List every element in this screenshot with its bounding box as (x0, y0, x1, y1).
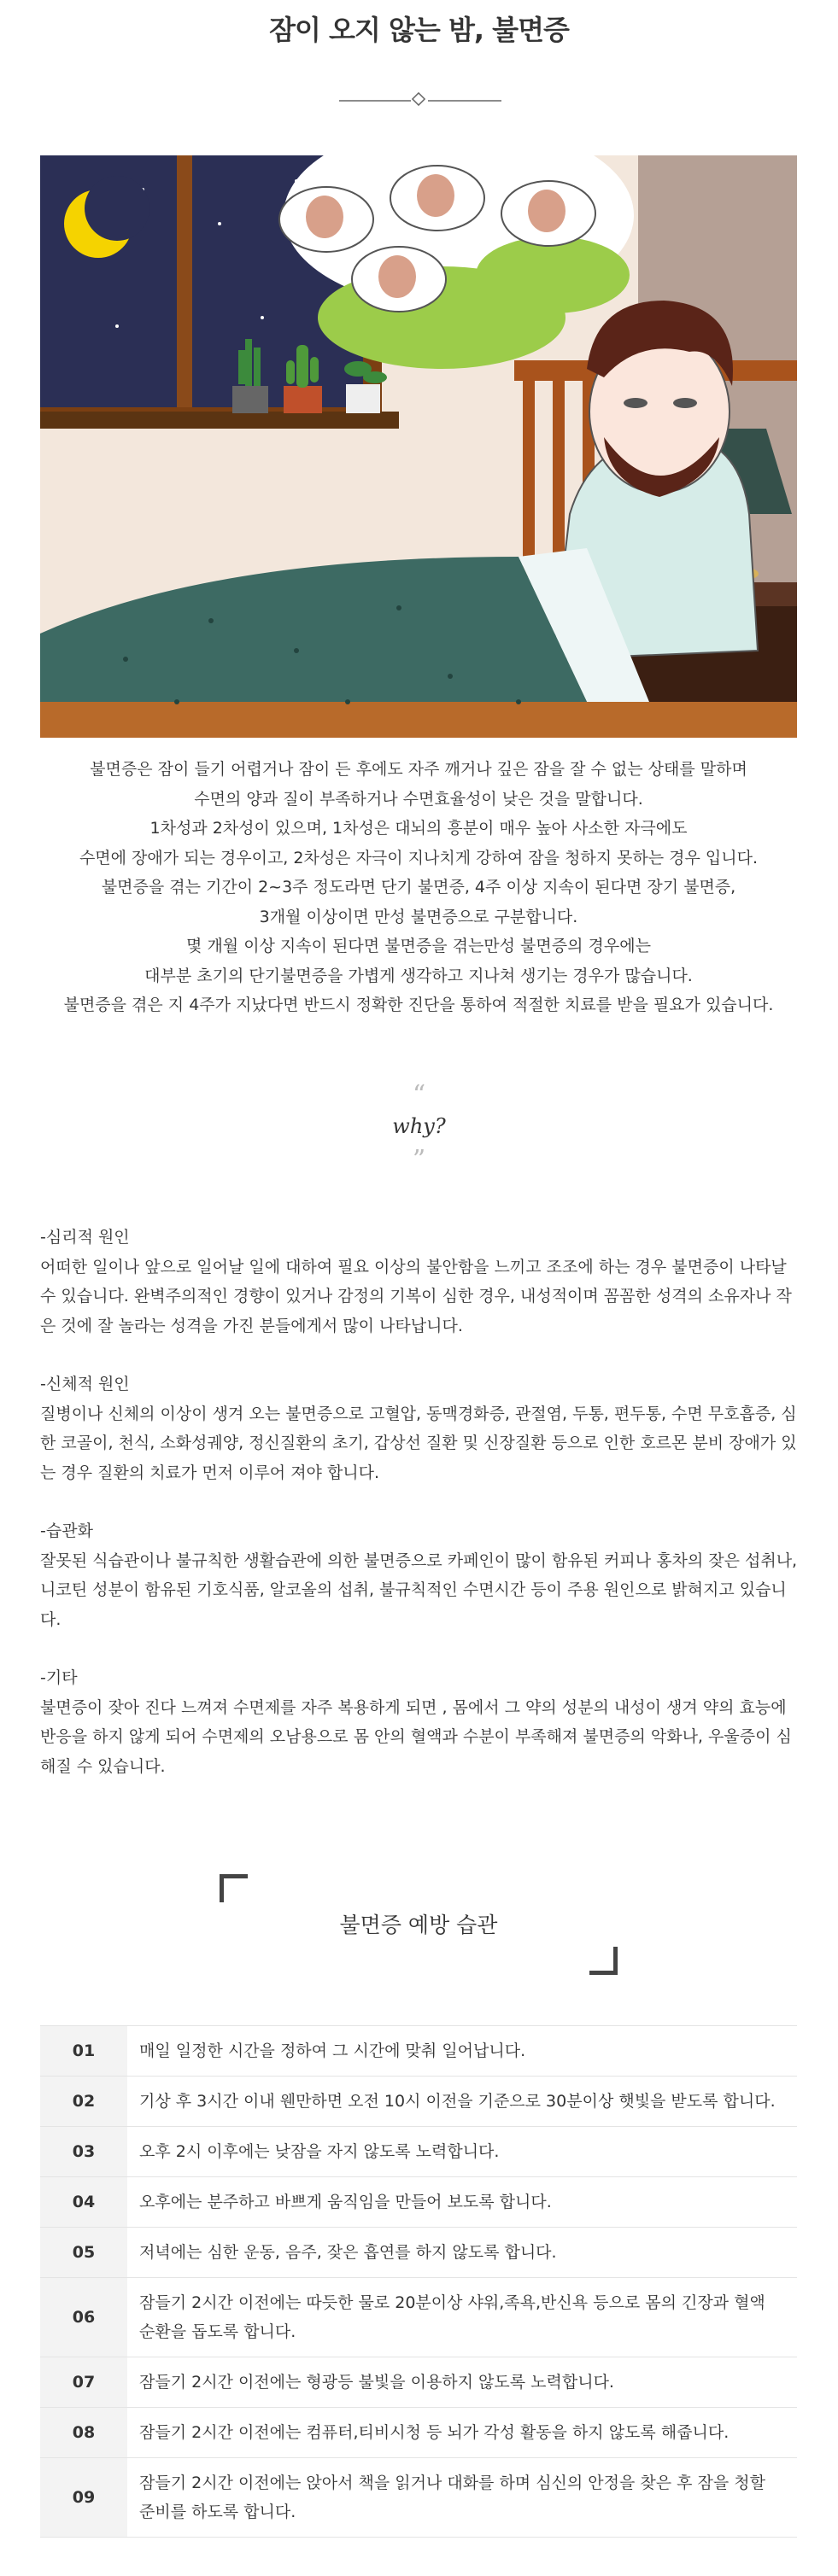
tip-text: 매일 일정한 시간을 정하여 그 시간에 맞춰 일어납니다. (127, 2026, 797, 2077)
cause-heading: -신체적 원인 (40, 1375, 130, 1393)
cause-heading: -기타 (40, 1668, 78, 1687)
intro-line: 몇 개월 이상 지속이 된다면 불면증을 겪는만성 불면증의 경우에는 (186, 937, 651, 955)
causes-section (40, 1223, 800, 1810)
cause-other (40, 1663, 800, 1781)
open-quote-icon: “ (412, 1080, 426, 1110)
table-row (40, 2177, 797, 2228)
intro-line: 불면증을 겪은 지 4주가 지났다면 반드시 정확한 진단을 통하여 적절한 치료를 받을 필요가 있습니다. (63, 996, 774, 1014)
tip-number: 03 (40, 2127, 127, 2177)
corner-bracket-icon (220, 1874, 248, 1902)
table-row (40, 2026, 797, 2077)
table-row (40, 2408, 797, 2458)
intro-line: 대부분 초기의 단기불면증을 가볍게 생각하고 지나쳐 생기는 경우가 많습니다. (144, 966, 693, 985)
why-heading (0, 1080, 838, 1175)
tip-number: 08 (40, 2408, 127, 2458)
tip-text: 잠들기 2시간 이전에는 컴퓨터,티비시청 등 뇌가 각성 활동을 하지 않도록 해줍니다. (127, 2408, 797, 2458)
cause-text: 질병이나 신체의 이상이 생겨 오는 불면증으로 고혈압, 동맥경화증, 관절염, 두통, 편두통, 수면 무호흡증, 심한 코골이, 천식, 소화성궤양, 정신질환의 초기, 갑상선 질환 및 신장질환 등으로 인한 호르몬 분비 장애가 있는 경우 질환의 치료가 먼저 이루어 져야 합니다. (40, 1404, 797, 1482)
corner-bracket-icon (589, 1947, 618, 1975)
why-label: why? (392, 1114, 446, 1138)
table-row (40, 2228, 797, 2278)
intro-line: 불면증을 겪는 기간이 2~3주 정도라면 단기 불면증, 4주 이상 지속이 된다면 장기 불면증, (101, 878, 736, 897)
cause-physical (40, 1370, 800, 1487)
tip-text: 오후 2시 이후에는 낮잠을 자지 않도록 노력합니다. (127, 2127, 797, 2177)
prevention-title: 불면증 예방 습관 (339, 1913, 498, 1937)
table-row (40, 2278, 797, 2357)
tip-number: 07 (40, 2357, 127, 2408)
cause-text: 불면증이 잦아 진다 느껴져 수면제를 자주 복용하게 되면 , 몸에서 그 약의 성분의 내성이 생겨 약의 효능에 반응을 하지 않게 되어 수면제의 오남용으로 몸 안의 혈액과 수분이 부족해져 불면증의 악화나, 우울증이 심해질 수 있습니다. (40, 1697, 792, 1776)
cause-heading: -심리적 원인 (40, 1228, 130, 1247)
page-title: 잠이 오지 않는 밤, 불면증 (269, 14, 569, 46)
tip-number: 06 (40, 2278, 127, 2357)
cause-text: 어떠한 일이나 앞으로 일어날 일에 대하여 필요 이상의 불안함을 느끼고 조조에 하는 경우 불면증이 나타날 수 있습니다. 완벽주의적인 경향이 있거나 감정의 기복이 심한 경우, 내성적이며 꼼꼼한 성격의 소유자나 작은 것에 잘 놀라는 성격을 가진 분들에게서 많이 나타납니다. (40, 1257, 792, 1335)
tip-text: 잠들기 2시간 이전에는 앉아서 책을 읽거나 대화를 하며 심신의 안정을 찾은 후 잠을 청할 준비를 하도록 합니다. (127, 2458, 797, 2538)
title-divider (339, 92, 501, 109)
table-row (40, 2458, 797, 2538)
table-row (40, 2077, 797, 2127)
tip-number: 04 (40, 2177, 127, 2228)
tip-number: 05 (40, 2228, 127, 2278)
tip-number: 09 (40, 2458, 127, 2538)
cause-psychological (40, 1223, 800, 1341)
tip-text: 저녁에는 심한 운동, 음주, 잦은 흡연를 하지 않도록 합니다. (127, 2228, 797, 2278)
intro-line: 불면증은 잠이 들기 어렵거나 잠이 든 후에도 자주 깨거나 깊은 잠을 잘 수 없는 상태를 말하며 (90, 760, 747, 779)
table-row (40, 2357, 797, 2408)
prevention-heading (220, 1874, 618, 1975)
insomnia-illustration (40, 155, 797, 738)
cause-text: 잘못된 식습관이나 불규칙한 생활습관에 의한 불면증으로 카페인이 많이 함유된 커피나 홍차의 잦은 섭취나, 니코틴 성분이 함유된 기호식품, 알코올의 섭취, 불규칙적인 수면시간 등이 주용 원인으로 밝혀지고 있습니다. (40, 1551, 798, 1629)
cause-heading: -습관화 (40, 1522, 93, 1540)
intro-line: 1차성과 2차성이 있으며, 1차성은 대뇌의 흥분이 매우 높아 사소한 자극에도 (149, 819, 688, 838)
tip-text: 잠들기 2시간 이전에는 형광등 불빛을 이용하지 않도록 노력합니다. (127, 2357, 797, 2408)
close-quote-icon: ” (412, 1145, 426, 1175)
prevention-table (40, 2025, 797, 2538)
intro-line: 수면에 장애가 되는 경우이고, 2차성은 자극이 지나치게 강하여 잠을 청하지 못하는 경우 입니다. (79, 848, 759, 867)
tip-number: 02 (40, 2077, 127, 2127)
table-row (40, 2127, 797, 2177)
tip-text: 오후에는 분주하고 바쁘게 움직임을 만들어 보도록 합니다. (127, 2177, 797, 2228)
tip-text: 잠들기 2시간 이전에는 따듯한 물로 20분이상 샤워,족욕,반신욕 등으로 몸의 긴장과 혈액순환을 돕도록 합니다. (127, 2278, 797, 2357)
intro-line: 3개월 이상이면 만성 불면증으로 구분합니다. (259, 907, 578, 926)
intro-text (40, 755, 797, 1020)
tip-number: 01 (40, 2026, 127, 2077)
tip-text: 기상 후 3시간 이내 웬만하면 오전 10시 이전을 기준으로 30분이상 햇빛을 받도록 합니다. (127, 2077, 797, 2127)
cause-habit (40, 1516, 800, 1634)
intro-line: 수면의 양과 질이 부족하거나 수면효율성이 낮은 것을 말합니다. (194, 789, 643, 809)
